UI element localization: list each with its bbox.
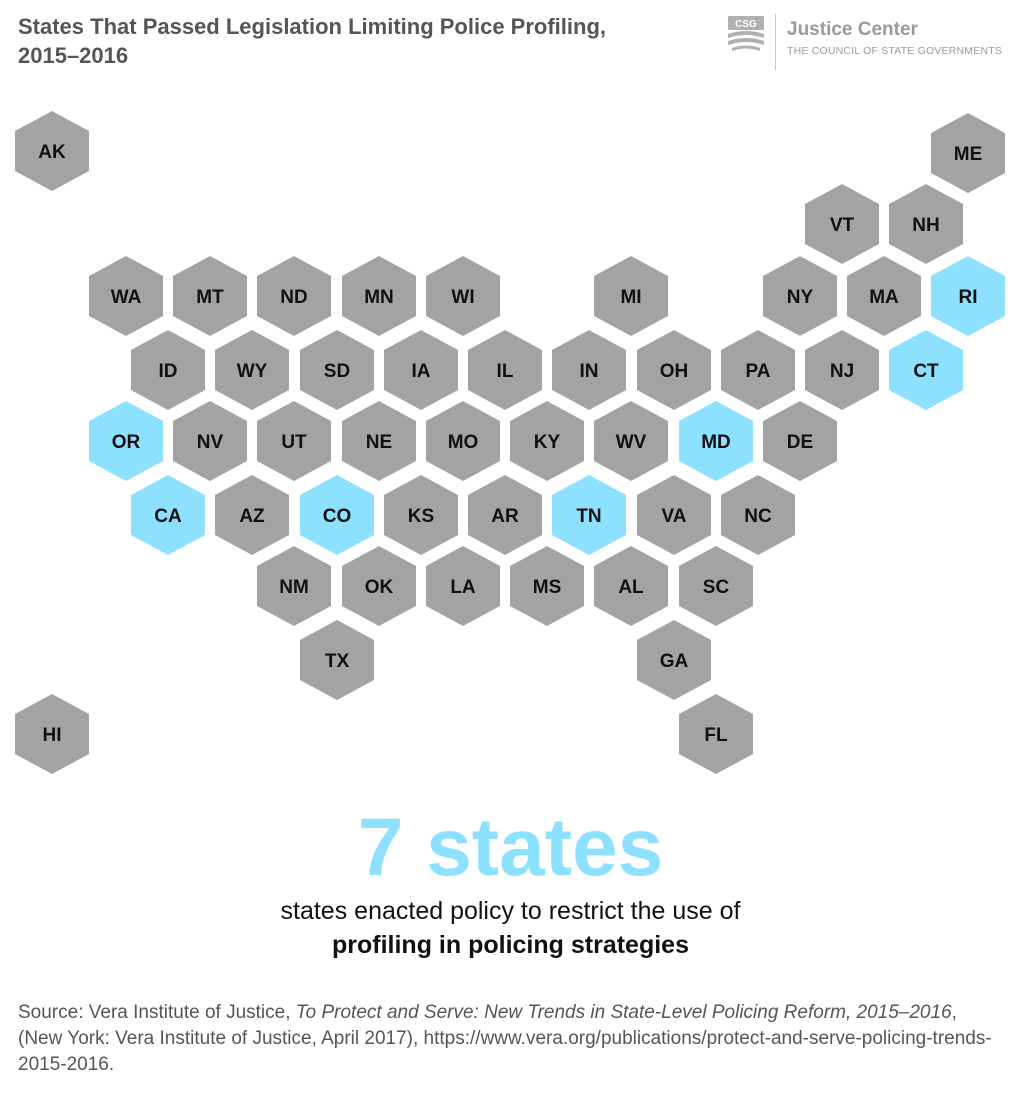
- state-label: MA: [869, 287, 899, 308]
- state-label: MS: [532, 577, 562, 598]
- state-label: CA: [154, 506, 182, 527]
- state-label: NY: [786, 287, 814, 308]
- state-label: AK: [38, 142, 66, 163]
- state-label: VT: [829, 215, 855, 236]
- state-hex-ok: [342, 546, 416, 626]
- state-label: NC: [744, 506, 772, 527]
- state-label: CT: [913, 361, 939, 382]
- state-label: MD: [701, 432, 731, 453]
- state-label: FL: [704, 725, 728, 746]
- state-label: MN: [364, 287, 394, 308]
- state-label: CO: [322, 506, 352, 527]
- source-prefix: Source: Vera Institute of Justice,: [18, 1002, 296, 1023]
- state-label: ME: [953, 144, 983, 165]
- state-label: LA: [450, 577, 476, 598]
- state-label: OH: [659, 361, 689, 382]
- state-hex-ny: [763, 256, 837, 336]
- state-label: KY: [533, 432, 561, 453]
- state-hex-wy: [215, 330, 289, 410]
- state-hex-nh: [889, 184, 963, 264]
- state-hex-nd: [257, 256, 331, 336]
- state-label: OR: [111, 432, 141, 453]
- state-hex-ri: [931, 256, 1005, 336]
- state-hex-ak: [15, 111, 89, 191]
- state-label: KS: [407, 506, 435, 527]
- state-label: WA: [110, 287, 142, 308]
- state-hex-sd: [300, 330, 374, 410]
- state-label: AZ: [239, 506, 265, 527]
- state-label: AL: [618, 577, 644, 598]
- source-suffix: , (New York: Vera Institute of Justice, April 2017), https://www.vera.org/publications/protect-and-serve-policing-trends-2015-2016.: [18, 1002, 992, 1075]
- state-label: NV: [196, 432, 224, 453]
- state-label: NM: [279, 577, 309, 598]
- logo-mark-text: CSG: [735, 19, 757, 30]
- logo-name: Justice Center: [787, 19, 918, 40]
- state-hex-de: [763, 401, 837, 481]
- source-citation: [18, 1000, 1003, 1078]
- state-label: IA: [411, 361, 431, 382]
- state-label: WY: [236, 361, 268, 382]
- state-label: VA: [661, 506, 687, 527]
- state-hex-wa: [89, 256, 163, 336]
- state-label: NE: [365, 432, 393, 453]
- state-hex-ar: [468, 475, 542, 555]
- state-label: NJ: [829, 361, 855, 382]
- state-hex-ma: [847, 256, 921, 336]
- state-label: WV: [615, 432, 647, 453]
- state-hex-ca: [131, 475, 205, 555]
- state-hex-wv: [594, 401, 668, 481]
- state-hex-ga: [637, 620, 711, 700]
- state-hex-ky: [510, 401, 584, 481]
- state-label: UT: [281, 432, 307, 453]
- stat-description-line1: states enacted policy to restrict the use of: [280, 897, 741, 925]
- state-label: HI: [42, 725, 62, 746]
- state-hex-nv: [173, 401, 247, 481]
- state-label: ND: [280, 287, 308, 308]
- state-label: MT: [196, 287, 224, 308]
- state-hex-la: [426, 546, 500, 626]
- state-label: ID: [158, 361, 178, 382]
- state-hex-il: [468, 330, 542, 410]
- state-label: WI: [451, 287, 475, 308]
- state-hex-id: [131, 330, 205, 410]
- state-hex-pa: [721, 330, 795, 410]
- state-label: OK: [364, 577, 394, 598]
- state-hex-ms: [510, 546, 584, 626]
- state-hex-mn: [342, 256, 416, 336]
- state-label: MO: [447, 432, 479, 453]
- state-hex-wi: [426, 256, 500, 336]
- state-hex-in: [552, 330, 626, 410]
- state-hex-ut: [257, 401, 331, 481]
- chart-title: States That Passed Legislation Limiting Police Profiling, 2015–2016: [18, 14, 606, 68]
- state-hex-mi: [594, 256, 668, 336]
- state-label: SC: [702, 577, 730, 598]
- state-label: IL: [496, 361, 514, 382]
- state-hex-nc: [721, 475, 795, 555]
- state-hex-mo: [426, 401, 500, 481]
- state-hex-hi: [15, 694, 89, 774]
- source-title: To Protect and Serve: New Trends in State-Level Policing Reform, 2015–2016: [295, 1002, 952, 1023]
- state-hex-ia: [384, 330, 458, 410]
- stat-label: states: [426, 802, 664, 893]
- stat-number: 7: [357, 802, 404, 893]
- state-label: MI: [620, 287, 642, 308]
- state-hex-tx: [300, 620, 374, 700]
- state-hex-vt: [805, 184, 879, 264]
- state-label: IN: [579, 361, 599, 382]
- state-label: PA: [745, 361, 771, 382]
- state-hex-sc: [679, 546, 753, 626]
- state-label: GA: [659, 651, 689, 672]
- stat-description-line2: profiling in policing strategies: [332, 931, 689, 959]
- logo-subtitle: THE COUNCIL OF STATE GOVERNMENTS: [787, 45, 1003, 57]
- state-hex-ne: [342, 401, 416, 481]
- state-hex-me: [931, 113, 1005, 193]
- state-hex-co: [300, 475, 374, 555]
- state-label: DE: [786, 432, 814, 453]
- state-hex-ks: [384, 475, 458, 555]
- state-hex-mt: [173, 256, 247, 336]
- state-hex-fl: [679, 694, 753, 774]
- state-hex-nm: [257, 546, 331, 626]
- state-hex-oh: [637, 330, 711, 410]
- state-hex-md: [679, 401, 753, 481]
- state-hex-al: [594, 546, 668, 626]
- state-hex-va: [637, 475, 711, 555]
- state-hex-ct: [889, 330, 963, 410]
- stat-headline: [0, 800, 1021, 896]
- state-hex-az: [215, 475, 289, 555]
- state-label: AR: [491, 506, 519, 527]
- state-label: RI: [958, 287, 978, 308]
- state-label: TX: [324, 651, 350, 672]
- state-label: SD: [323, 361, 351, 382]
- state-hex-tn: [552, 475, 626, 555]
- state-hex-or: [89, 401, 163, 481]
- state-label: NH: [912, 215, 940, 236]
- state-hex-nj: [805, 330, 879, 410]
- state-label: TN: [576, 506, 602, 527]
